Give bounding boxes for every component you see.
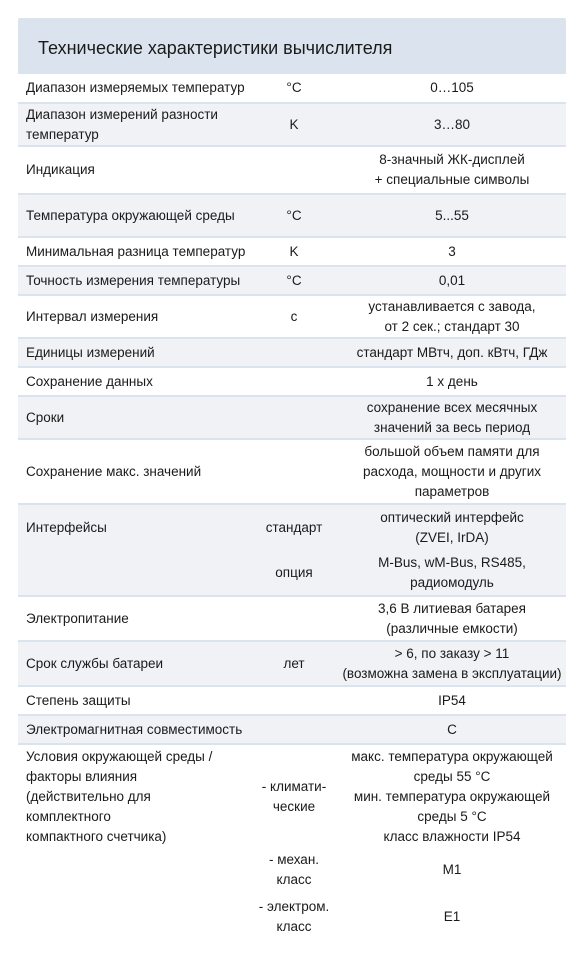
value-cell xyxy=(338,504,566,551)
unit-cell xyxy=(250,891,338,943)
value-cell-line: 1 х день xyxy=(426,373,478,389)
unit-cell xyxy=(250,439,338,504)
param-cell xyxy=(18,504,250,551)
param-cell-line: Диапазон измерений разности xyxy=(26,106,218,122)
param-cell xyxy=(18,596,250,641)
table-row xyxy=(18,194,566,237)
param-cell xyxy=(18,194,250,237)
value-cell xyxy=(338,194,566,237)
param-cell xyxy=(18,396,250,439)
value-cell-line: 0…105 xyxy=(430,80,474,95)
unit-cell-line: - климати- xyxy=(261,779,327,794)
unit-cell-line: с xyxy=(290,308,298,324)
param-cell-line: компактного счетчика) xyxy=(26,829,167,844)
param-cell-line: комплектного xyxy=(26,809,111,824)
value-cell-line: (ZVEI, IrDA) xyxy=(415,530,489,545)
value-cell-line: от 2 сек.; стандарт 30 xyxy=(384,318,520,334)
param-cell xyxy=(18,367,250,396)
value-cell xyxy=(338,551,566,596)
unit-cell xyxy=(250,367,338,396)
value-cell xyxy=(338,439,566,504)
value-cell-line: сохранение всех месячных xyxy=(366,399,538,415)
value-cell-line: IP54 xyxy=(438,692,466,708)
value-cell xyxy=(338,396,566,439)
unit-cell xyxy=(250,551,338,596)
param-cell-line: Сохранение данных xyxy=(26,373,153,389)
unit-cell-line: лет xyxy=(283,655,305,671)
param-cell-line: (действительно для xyxy=(26,789,151,804)
unit-cell xyxy=(250,338,338,367)
table-row xyxy=(18,367,566,396)
table-row xyxy=(18,74,566,103)
unit-cell xyxy=(250,596,338,641)
param-cell xyxy=(18,715,250,744)
param-cell-line: факторы влияния xyxy=(26,769,138,784)
unit-cell xyxy=(250,396,338,439)
value-cell-line: > 6, по заказу > 11 xyxy=(394,645,510,661)
value-cell xyxy=(338,74,566,103)
value-cell-line: класс влажности IP54 xyxy=(383,829,521,844)
value-cell-line: 3,6 В литиевая батарея xyxy=(377,600,526,616)
value-cell-line: параметров xyxy=(414,483,490,499)
value-cell-line: макс. температура окружающей xyxy=(351,749,553,764)
param-cell-line: Степень защиты xyxy=(26,692,131,708)
spec-table xyxy=(18,74,566,943)
table-row xyxy=(18,504,566,551)
value-cell xyxy=(338,686,566,715)
param-cell xyxy=(18,551,250,596)
param-cell-line: Интерфейсы xyxy=(26,520,107,535)
value-cell-line: (различные емкости) xyxy=(386,620,518,636)
value-cell xyxy=(338,596,566,641)
value-cell xyxy=(338,849,566,891)
table-row xyxy=(18,338,566,367)
param-cell xyxy=(18,686,250,715)
table-row xyxy=(18,439,566,504)
param-cell xyxy=(18,146,250,194)
value-cell xyxy=(338,338,566,367)
value-cell-line: E1 xyxy=(443,909,461,924)
unit-cell-line: стандарт xyxy=(265,520,323,535)
value-cell-line: стандарт МВтч, доп. кВтч, ГДж xyxy=(356,344,548,360)
value-cell xyxy=(338,237,566,266)
unit-cell-line: - механ. xyxy=(268,852,320,867)
value-cell-line: 0,01 xyxy=(438,272,466,288)
unit-cell-line: ческие xyxy=(272,799,316,814)
table-row xyxy=(18,103,566,146)
value-cell-line: мин. температура окружающей xyxy=(353,789,551,804)
unit-cell-line: K xyxy=(289,116,299,132)
param-cell xyxy=(18,266,250,295)
param-cell xyxy=(18,641,250,686)
unit-cell xyxy=(250,146,338,194)
unit-cell-line: опция xyxy=(275,565,313,580)
param-cell xyxy=(18,103,250,146)
param-cell-line: Интервал измерения xyxy=(26,308,159,324)
unit-cell xyxy=(250,74,338,103)
param-cell-line: Индикация xyxy=(26,162,95,177)
value-cell xyxy=(338,146,566,194)
unit-cell xyxy=(250,103,338,146)
param-cell-line: Сохранение макс. значений xyxy=(26,463,202,479)
unit-cell-line: K xyxy=(289,243,299,259)
param-cell-line: Срок службы батареи xyxy=(26,655,164,671)
table-row xyxy=(18,146,566,194)
value-cell xyxy=(338,266,566,295)
unit-cell xyxy=(250,641,338,686)
unit-cell-line: °C xyxy=(286,80,302,95)
value-cell xyxy=(338,295,566,338)
param-cell xyxy=(18,74,250,103)
table-title: Технические характеристики вычислителя xyxy=(38,37,393,58)
unit-cell xyxy=(250,686,338,715)
value-cell-line: оптический интерфейс xyxy=(380,510,524,525)
value-cell xyxy=(338,891,566,943)
value-cell-line: большой объем памяти для xyxy=(364,443,540,459)
value-cell xyxy=(338,744,566,849)
value-cell-line: расхода, мощности и других xyxy=(362,463,542,479)
table-row xyxy=(18,641,566,686)
table-row xyxy=(18,891,566,943)
unit-cell xyxy=(250,849,338,891)
param-cell xyxy=(18,237,250,266)
table-row xyxy=(18,849,566,891)
param-cell-line: Условия окружающей среды / xyxy=(26,749,213,764)
value-cell-line: C xyxy=(447,721,457,737)
value-cell-line: (возможна замена в эксплуатации) xyxy=(342,665,562,681)
param-cell-line: температур xyxy=(26,126,99,142)
value-cell-line: радиомодуль xyxy=(410,575,494,590)
unit-cell xyxy=(250,295,338,338)
value-cell-line: 3…80 xyxy=(433,116,471,132)
param-cell-line: Температура окружающей среды xyxy=(26,207,235,223)
param-cell-line: Электромагнитная совместимость xyxy=(26,721,243,737)
table-row xyxy=(18,686,566,715)
value-cell xyxy=(338,641,566,686)
value-cell xyxy=(338,103,566,146)
unit-cell xyxy=(250,266,338,295)
param-cell-line: Минимальная разница температур xyxy=(26,243,246,259)
value-cell-line: 3 xyxy=(448,243,456,259)
value-cell xyxy=(338,715,566,744)
value-cell-line: + специальные символы xyxy=(374,172,530,187)
value-cell-line: среды 55 °C xyxy=(413,769,491,784)
spec-card xyxy=(18,18,566,943)
param-cell xyxy=(18,891,250,943)
table-row xyxy=(18,237,566,266)
table-row xyxy=(18,715,566,744)
table-row xyxy=(18,551,566,596)
table-row xyxy=(18,596,566,641)
param-cell-line: Электропитание xyxy=(26,610,129,626)
value-cell-line: M1 xyxy=(442,862,462,877)
unit-cell xyxy=(250,744,338,849)
param-cell xyxy=(18,295,250,338)
param-cell xyxy=(18,338,250,367)
value-cell-line: M-Bus, wM-Bus, RS485, xyxy=(378,555,526,570)
unit-cell-line: класс xyxy=(276,919,312,934)
unit-cell xyxy=(250,504,338,551)
value-cell-line: 8-значный ЖК-дисплей xyxy=(379,152,525,167)
param-cell-line: Единицы измерений xyxy=(26,344,155,360)
param-cell-line: Диапазон измеряемых температур xyxy=(26,80,245,95)
value-cell xyxy=(338,367,566,396)
unit-cell-line: °C xyxy=(286,207,302,223)
param-cell-line: Сроки xyxy=(26,409,65,425)
param-cell xyxy=(18,439,250,504)
value-cell-line: устанавливается с завода, xyxy=(368,298,536,314)
param-cell-line: Точность измерения температуры xyxy=(26,272,241,288)
unit-cell-line: °C xyxy=(286,272,302,288)
unit-cell-line: - электром. xyxy=(258,899,330,914)
unit-cell xyxy=(250,715,338,744)
table-row xyxy=(18,744,566,849)
param-cell xyxy=(18,744,250,849)
unit-cell xyxy=(250,237,338,266)
value-cell-line: значений за весь период xyxy=(373,419,531,435)
value-cell-line: среды 5 °C xyxy=(417,809,487,824)
table-row xyxy=(18,266,566,295)
param-cell xyxy=(18,849,250,891)
table-row xyxy=(18,295,566,338)
unit-cell xyxy=(250,194,338,237)
table-row xyxy=(18,396,566,439)
value-cell-line: 5...55 xyxy=(435,207,469,223)
unit-cell-line: класс xyxy=(276,872,312,887)
